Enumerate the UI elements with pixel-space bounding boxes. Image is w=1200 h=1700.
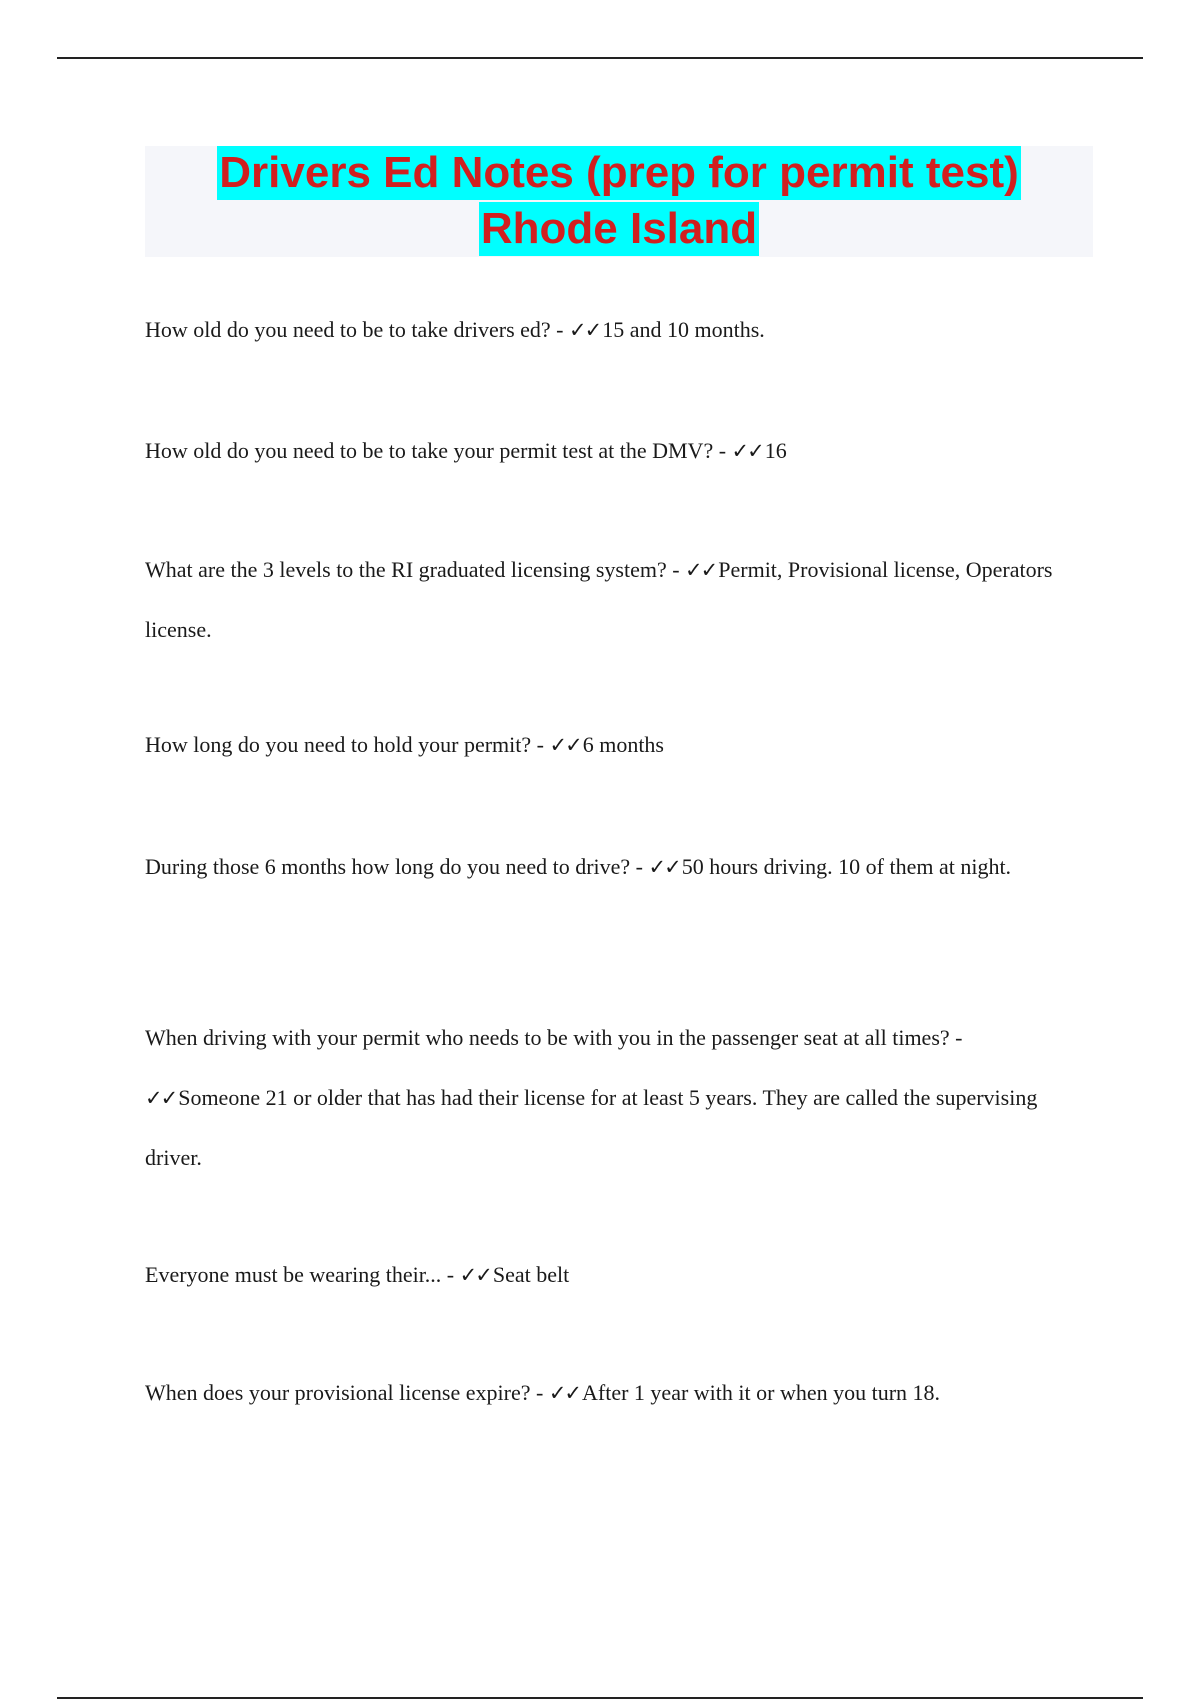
title-text-1: Drivers Ed Notes (prep for permit test) [217,146,1021,200]
double-check-icon: ✓✓ [549,733,581,757]
top-rule [57,57,1143,59]
qa-item-3 [145,540,1055,660]
question-text: Everyone must be wearing their... - [145,1262,460,1287]
qa-item-2 [145,421,1055,481]
question-text: What are the 3 levels to the RI graduated licensing system? - [145,557,686,582]
answer-text: Someone 21 or older that has had their license for at least 5 years. They are called the supervising driver. [145,1085,1038,1170]
double-check-icon: ✓✓ [459,1263,491,1287]
answer-text: Permit, Provisional license, Operators license. [145,557,1053,642]
bottom-rule [57,1697,1143,1699]
question-text: When does your provisional license expire? - [145,1380,549,1405]
answer-text: 15 and 10 months. [602,317,765,342]
title-text-2: Rhode Island [479,202,759,256]
qa-item-5 [145,837,1055,897]
double-check-icon: ✓✓ [548,1381,581,1405]
answer-text: After 1 year with it or when you turn 18. [582,1380,941,1405]
double-check-icon: ✓✓ [145,1086,177,1110]
title-line-2 [145,202,1093,258]
qa-item-6 [145,1008,1055,1188]
question-text: How long do you need to hold your permit? - [145,732,550,757]
question-text: How old do you need to be to take drivers ed? - [145,317,569,342]
double-check-icon: ✓✓ [569,318,601,342]
question-text: When driving with your permit who needs to be with you in the passenger seat at all times? - [145,1025,963,1050]
qa-item-8 [145,1363,1055,1423]
answer-text: 6 months [582,732,664,757]
document-title [145,146,1093,257]
double-check-icon: ✓✓ [648,855,680,879]
question-text: During those 6 months how long do you need to drive? - [145,854,649,879]
double-check-icon: ✓✓ [685,558,717,582]
title-line-1 [145,146,1093,202]
answer-text: 50 hours driving. 10 of them at night. [681,854,1012,879]
qa-item-7 [145,1245,1055,1305]
qa-item-1 [145,300,1055,360]
answer-text: Seat belt [492,1262,570,1287]
answer-text: 16 [764,438,787,463]
double-check-icon: ✓✓ [731,439,763,463]
question-text: How old do you need to be to take your permit test at the DMV? - [145,438,732,463]
qa-item-4 [145,715,1055,775]
